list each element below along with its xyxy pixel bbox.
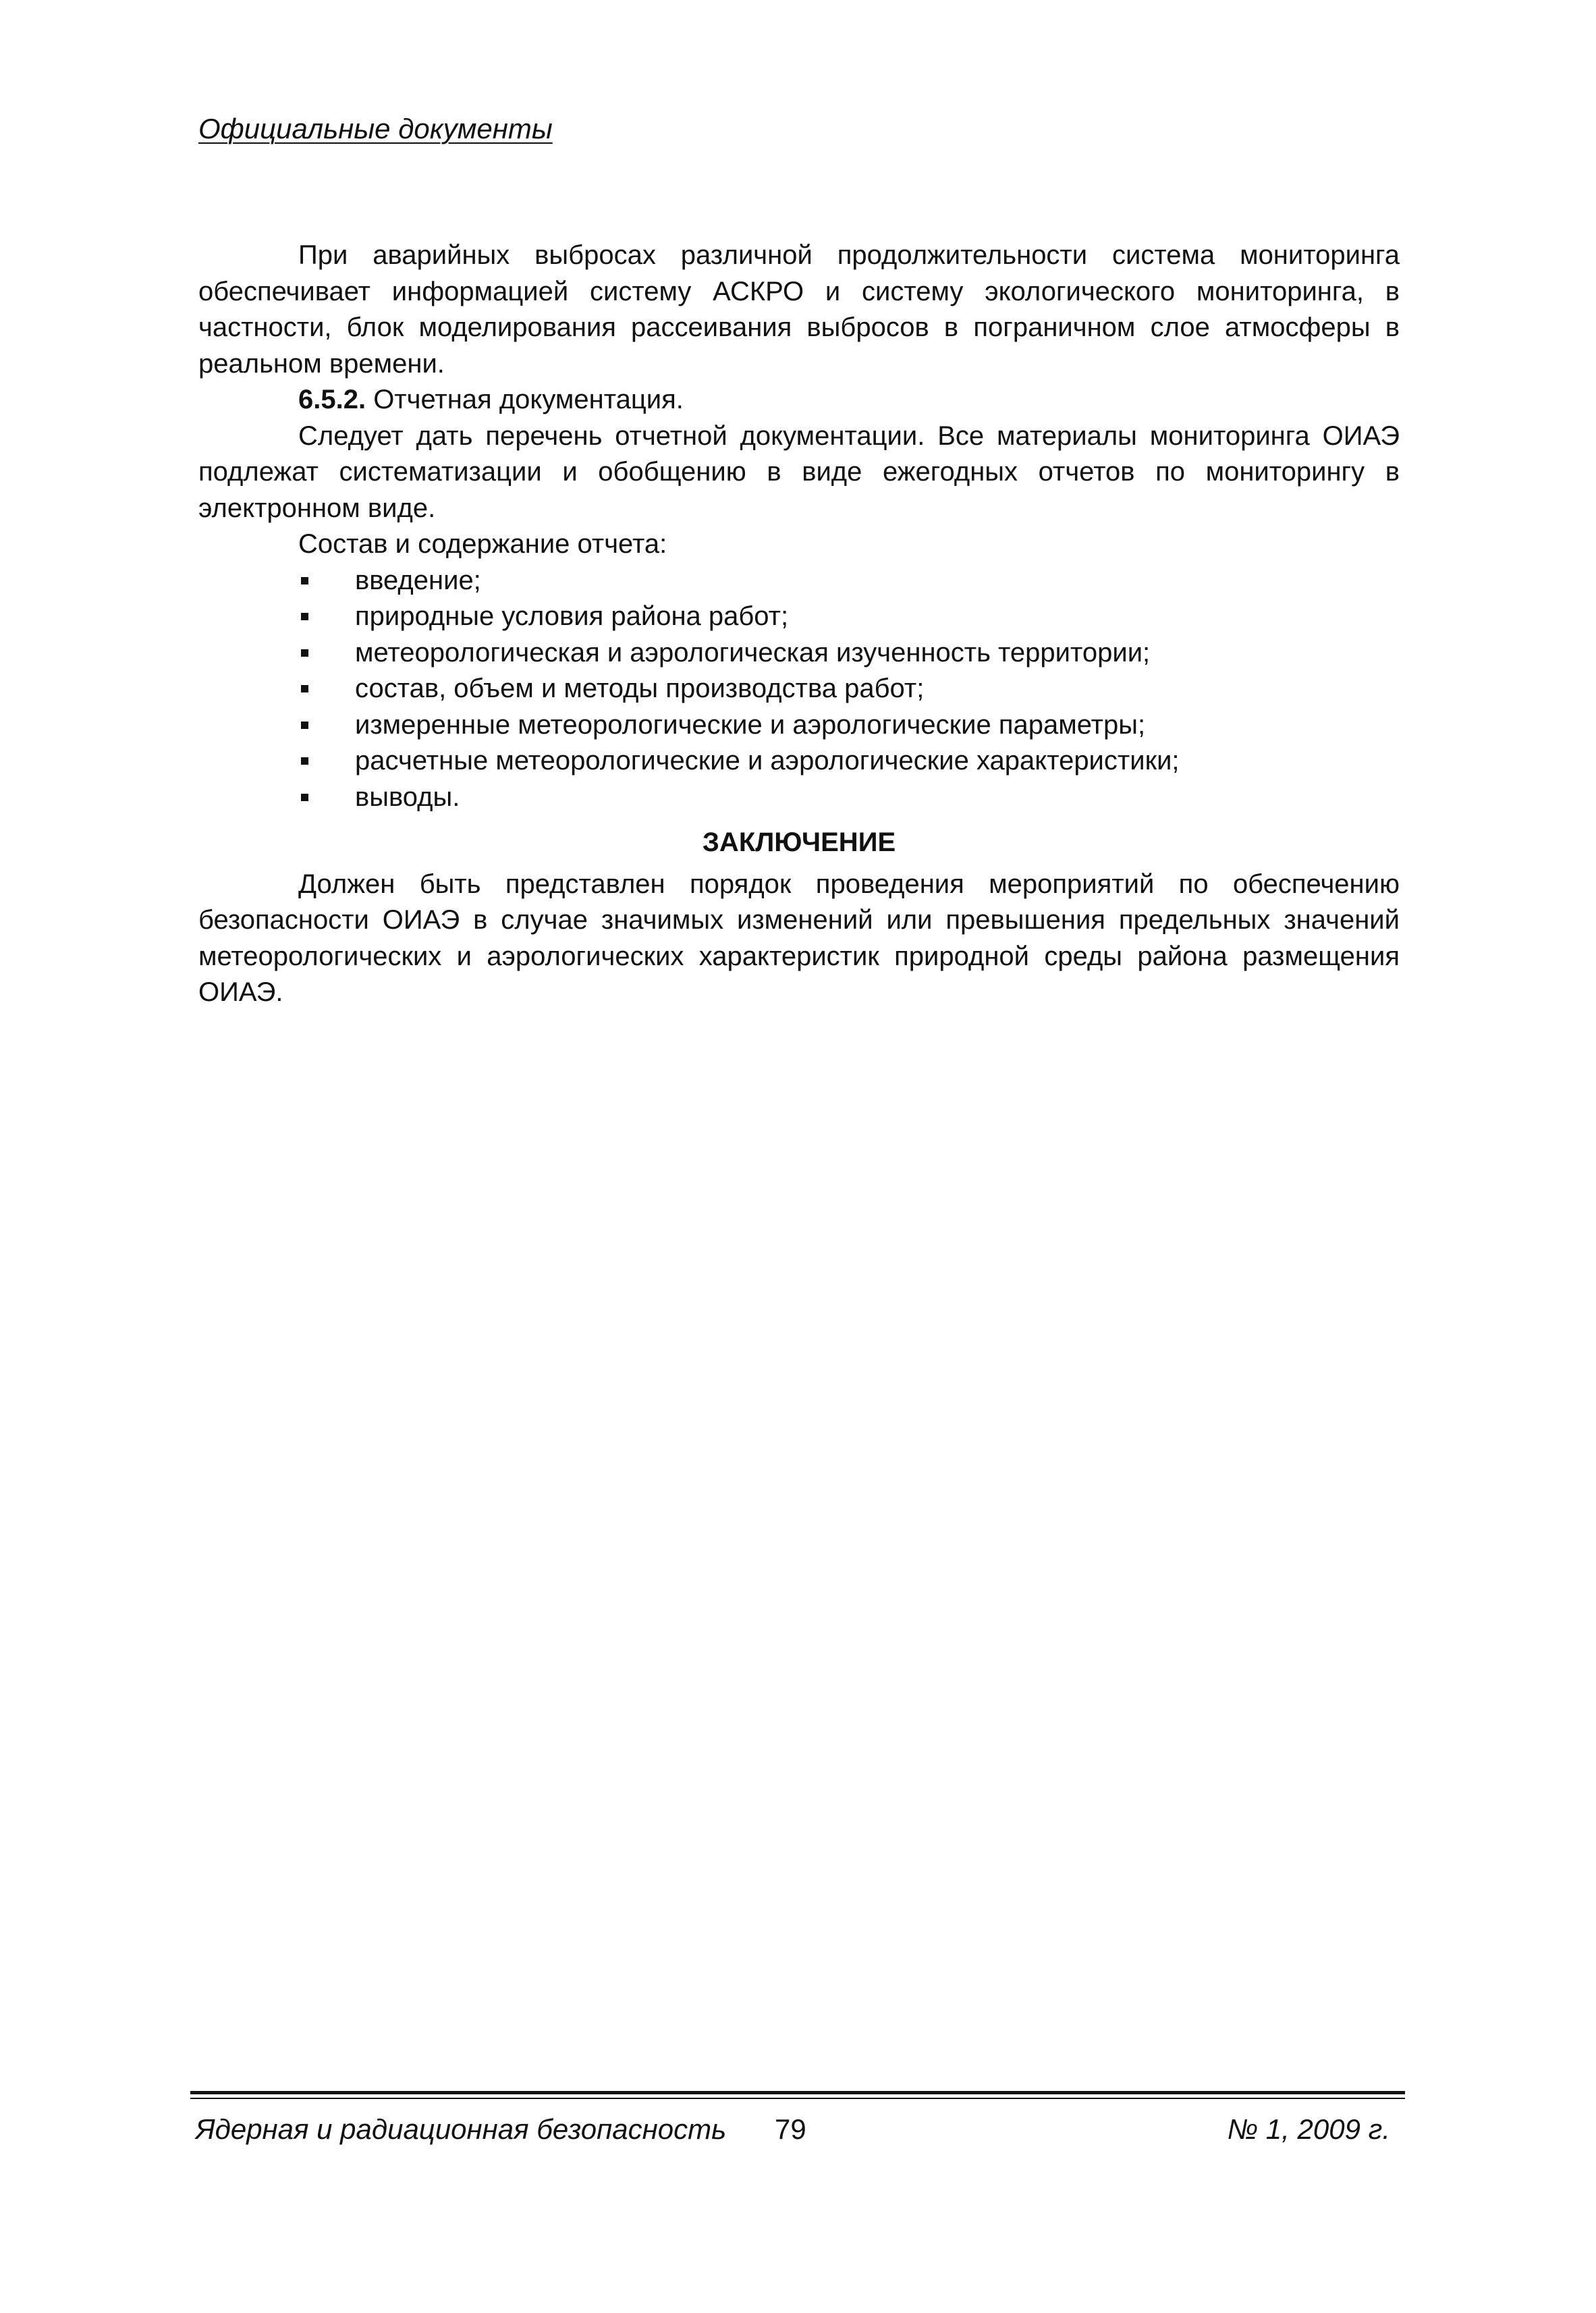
paragraph-emergency-releases: При аварийных выбросах различной продолжительности система мониторинга обеспечивает информацией систему АСКРО и систему экологического мониторинга, в частности, блок моделирования рассеивания выбросов в пограничном слое атмосферы в реальном времени. [198, 240, 1400, 379]
section-title: Отчетная документация. [366, 385, 684, 414]
bullet-icon [301, 722, 308, 729]
running-title: Официальные документы [198, 113, 553, 144]
footer-rule-thin [190, 2098, 1405, 2099]
section-heading-6-5-2 [198, 382, 1400, 418]
page-number: 79 [775, 2113, 806, 2145]
paragraph-reporting-docs: Следует дать перечень отчетной документации. Все материалы мониторинга ОИАЭ подлежат систематизации и обобщению в виде ежегодных отчетов по мониторингу в электронном виде. [198, 420, 1400, 523]
page-footer [196, 2113, 1390, 2146]
report-contents-list [198, 563, 1400, 816]
list-item: расчетные метеорологические и аэрологические характеристики; [198, 743, 1400, 780]
list-item: состав, объем и методы производства работ; [198, 671, 1400, 707]
bullet-icon [301, 613, 308, 620]
bullet-icon [301, 685, 308, 692]
list-item: измеренные метеорологические и аэрологические параметры; [198, 707, 1400, 744]
body-text [198, 238, 1400, 1011]
bullet-icon [301, 577, 308, 584]
paragraph-conclusion: Должен быть представлен порядок проведения мероприятий по обеспечению безопасности ОИАЭ в случае значимых изменений или превышения предельных значений метеорологических и аэрологических характеристик природной среды района размещения ОИАЭ. [198, 869, 1400, 1007]
list-intro: Состав и содержание отчета: [298, 529, 667, 559]
journal-title: Ядерная и радиационная безопасность [196, 2113, 727, 2145]
section-number: 6.5.2. [298, 385, 366, 414]
bullet-icon [301, 649, 308, 657]
issue-info: № 1, 2009 г. [1227, 2113, 1390, 2145]
footer-rule [190, 2091, 1405, 2094]
bullet-icon [301, 794, 308, 801]
list-item: метеорологическая и аэрологическая изученность территории; [198, 635, 1400, 672]
list-item: введение; [198, 563, 1400, 599]
bullet-icon [301, 757, 308, 765]
list-item: природные условия района работ; [198, 599, 1400, 635]
conclusion-heading: ЗАКЛЮЧЕНИЕ [702, 827, 896, 857]
list-item: выводы. [198, 780, 1400, 816]
